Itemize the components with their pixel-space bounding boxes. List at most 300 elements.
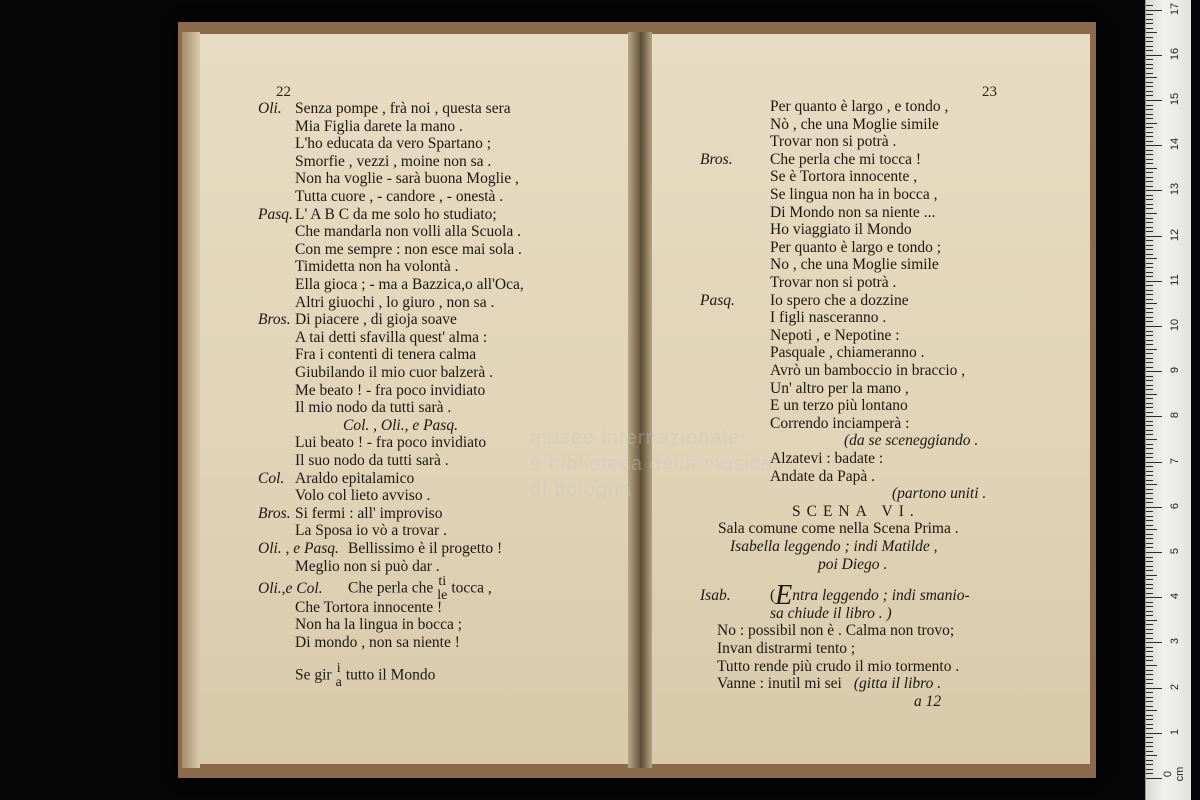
text-line [295, 616, 462, 634]
verse-text: Mia Figlia darete la mano . [295, 117, 463, 135]
ruler-number: 16 [1169, 47, 1181, 60]
verse-text: Nò , che una Moglie simile [770, 115, 939, 133]
ruler-tick [1146, 498, 1153, 499]
ruler-tick [1146, 367, 1153, 368]
ruler-tick [1146, 10, 1162, 11]
text-line [770, 274, 896, 292]
ruler-tick [1146, 511, 1153, 512]
ruler-tick [1146, 376, 1153, 377]
ruler-tick [1146, 579, 1153, 580]
ruler-tick [1146, 566, 1153, 567]
ruler-tick [1146, 403, 1153, 404]
ruler-tick [1146, 317, 1153, 318]
ruler-tick [1146, 484, 1157, 485]
library-watermark [530, 425, 773, 503]
ruler-tick [1146, 208, 1153, 209]
ruler-tick [1146, 154, 1153, 155]
ruler-tick [1146, 41, 1153, 42]
verse-text: Fra i contenti di tenera calma [295, 346, 477, 364]
verse-text: poi Diego . [818, 555, 888, 573]
verse-text: Io spero che a dozzine [770, 291, 909, 309]
verse-text: Alzatevi : badate : [770, 450, 884, 467]
ruler-tick [1146, 444, 1153, 445]
ruler-tick [1146, 760, 1153, 761]
ruler-tick [1146, 466, 1153, 467]
ruler-tick [1146, 204, 1153, 205]
verse-text: Trovar non si potrà . [770, 133, 897, 151]
text-line [770, 186, 937, 204]
stacked-variant: ti le [437, 574, 448, 604]
text-line [770, 605, 892, 623]
ruler-tick [1146, 430, 1153, 431]
ruler-tick [1146, 394, 1157, 395]
text-line [770, 256, 939, 274]
ruler-tick [1146, 557, 1153, 558]
ruler-unit-label: 0 cm [1162, 766, 1186, 782]
ruler-tick [1146, 50, 1153, 51]
ruler-tick [1146, 335, 1153, 336]
ruler-tick [1146, 629, 1153, 630]
ruler-tick [1146, 240, 1153, 241]
text-line [295, 364, 493, 382]
ruler-tick [1146, 23, 1153, 24]
text-line [295, 599, 442, 617]
ruler-tick [1146, 480, 1153, 481]
text-line [700, 292, 909, 310]
ruler-tick [1146, 715, 1153, 716]
verse-text: La Sposa io vò a trovar . [295, 522, 447, 540]
text-line [258, 470, 414, 488]
ruler-tick [1146, 746, 1153, 747]
ruler-tick [1146, 105, 1153, 106]
ruler-tick [1146, 362, 1153, 363]
text-line [770, 450, 883, 468]
verse-text: Bellissimo è il progetto ! [348, 540, 503, 557]
ruler-tick [1146, 141, 1153, 142]
speaker-label: Bros. [258, 311, 291, 329]
ruler-tick [1146, 358, 1153, 359]
ruler-tick [1146, 674, 1153, 675]
speaker-label: Bros. [258, 504, 291, 522]
text-line [295, 434, 486, 452]
text-line [770, 309, 886, 327]
ruler-tick [1146, 177, 1153, 178]
ruler-tick [1146, 520, 1153, 521]
verse-text: L'ho educata da vero Spartano ; [295, 135, 492, 153]
speaker-label: Oli. [258, 100, 282, 117]
ruler-tick [1146, 371, 1162, 372]
speaker-label: Isab. [700, 587, 731, 605]
ruler-tick [1146, 285, 1153, 286]
verse-text: I figli nasceranno . [770, 309, 887, 327]
ruler-tick [1146, 660, 1153, 661]
verse-text: Vanne : inutil mi sei [717, 675, 842, 693]
text-line [295, 118, 463, 136]
verse-text: a 12 [914, 692, 942, 710]
verse-text: A tai detti sfavilla quest' alma : [295, 328, 488, 346]
verse-text: ( [770, 587, 776, 605]
text-line [718, 520, 959, 538]
ruler-tick [1146, 150, 1153, 151]
verse-text: Il suo nodo da tutti sarà . [295, 452, 449, 469]
page-number-left: 22 [276, 84, 291, 100]
ruler-number: 4 [1169, 593, 1181, 600]
text-line [770, 98, 948, 116]
ruler-tick [1146, 764, 1153, 765]
text-line [295, 522, 447, 540]
ruler-tick [1146, 588, 1153, 589]
ruler-tick [1146, 168, 1157, 169]
text-line [770, 397, 908, 415]
text-line [700, 151, 921, 169]
ruler-tick [1146, 86, 1153, 87]
ruler-tick [1146, 82, 1153, 83]
verse-text: Di Mondo non sa niente ... [770, 203, 936, 221]
ruler-tick [1146, 263, 1153, 264]
ruler-tick [1146, 597, 1162, 598]
ruler-tick [1146, 303, 1157, 304]
ruler-tick [1146, 236, 1162, 237]
ruler-tick [1146, 471, 1153, 472]
ruler-tick [1146, 68, 1153, 69]
ruler-tick [1146, 525, 1153, 526]
ruler-tick [1146, 593, 1153, 594]
ruler-tick [1146, 728, 1153, 729]
ruler-tick [1146, 737, 1153, 738]
text-line [295, 223, 521, 241]
verse-text-continued: ntra leggendo ; indi smanio- [792, 587, 970, 605]
text-line [295, 452, 449, 470]
ruler-tick [1146, 606, 1153, 607]
ruler-tick [1146, 136, 1153, 137]
ruler-tick [1146, 326, 1162, 327]
ruler-tick [1146, 778, 1162, 779]
ruler-tick [1146, 290, 1153, 291]
ruler-number: 7 [1169, 457, 1181, 464]
text-line [258, 206, 497, 224]
ruler-tick [1146, 5, 1153, 6]
text-line [717, 640, 855, 658]
ruler-tick [1146, 118, 1153, 119]
verse-text: Con me sempre : non esce mai sola . [295, 240, 522, 258]
ruler-tick [1146, 186, 1153, 187]
text-line [770, 380, 909, 398]
ruler-tick [1146, 453, 1153, 454]
verse-text: Altri giuochi , lo giuro , non sa . [295, 293, 495, 311]
ruler-tick [1146, 321, 1153, 322]
ruler-tick [1146, 181, 1153, 182]
ruler-tick [1146, 439, 1157, 440]
verse-text-continued: (gitta il libro . [853, 675, 942, 693]
verse-text: Ho viaggiato il Mondo [770, 221, 912, 239]
text-line [700, 580, 970, 612]
verse-text: Araldo epitalamico [295, 469, 415, 487]
ruler-tick [1146, 159, 1153, 160]
ruler-number: 12 [1169, 228, 1181, 241]
text-line [770, 221, 912, 239]
verse-text: Che perla che [348, 579, 434, 597]
ruler-tick [1146, 769, 1153, 770]
verse-text: Meglio non si può dar . [295, 557, 440, 575]
ruler-tick [1146, 602, 1153, 603]
text-line [770, 116, 939, 134]
verse-text: Senza pompe , frà noi , questa sera [295, 100, 511, 117]
ruler-tick [1146, 615, 1153, 616]
verse-text-continued: tutto il Mondo [345, 666, 436, 684]
ruler-tick [1146, 28, 1153, 29]
ruler-tick [1146, 73, 1153, 74]
ruler-tick [1146, 172, 1153, 173]
ruler-tick [1146, 547, 1153, 548]
speaker-label: Col. [258, 469, 285, 487]
ruler-tick [1146, 14, 1153, 15]
verse-text: Volo col lieto avviso . [295, 487, 431, 505]
text-line [295, 329, 487, 347]
verse-text: (da se sceneggiando . [844, 432, 979, 450]
ruler-tick [1146, 222, 1153, 223]
ruler-tick [1146, 353, 1153, 354]
speaker-label: Oli. , e Pasq. [258, 540, 339, 557]
ruler-tick [1146, 611, 1153, 612]
speaker-label: Pasq. [700, 291, 735, 309]
verse-text: Tutto rende più crudo il mio tormento . [717, 657, 960, 675]
text-line [295, 258, 458, 276]
ruler-tick [1146, 448, 1153, 449]
text-line [914, 693, 941, 711]
verse-text: Di piacere , di gioja soave [295, 311, 457, 329]
book-cover-edge [182, 32, 200, 768]
text-line [295, 346, 476, 364]
verse-text: Il mio nodo da tutti sarà . [295, 399, 452, 417]
ruler-number: 3 [1169, 638, 1181, 645]
ruler-tick [1146, 710, 1157, 711]
ruler-tick [1146, 425, 1153, 426]
text-line [295, 241, 522, 259]
ruler-tick [1146, 312, 1153, 313]
text-line [295, 188, 503, 206]
verse-text: Pasquale , chiameranno . [770, 344, 925, 362]
ruler-tick [1146, 507, 1162, 508]
verse-text-continued: tocca , [451, 579, 492, 597]
ruler-tick [1146, 249, 1153, 250]
verse-text: Se gir [295, 666, 332, 684]
verse-text: Trovar non si potrà . [770, 274, 897, 291]
ruler-tick [1146, 389, 1153, 390]
ruler-tick [1146, 412, 1153, 413]
ruler-tick [1146, 95, 1153, 96]
ruler-tick [1146, 670, 1153, 671]
text-line [717, 658, 959, 676]
verse-text: Invan distrarmi tento ; [717, 640, 856, 657]
ruler-tick [1146, 267, 1153, 268]
text-line [770, 204, 935, 222]
ruler-number: 2 [1169, 683, 1181, 690]
ruler-tick [1146, 697, 1153, 698]
ruler-tick [1146, 127, 1153, 128]
ruler-tick [1146, 688, 1162, 689]
ruler-tick [1146, 331, 1153, 332]
verse-text: No , che una Moglie simile [770, 256, 939, 274]
ruler-tick [1146, 55, 1162, 56]
ruler-tick [1146, 475, 1153, 476]
ruler-tick [1146, 245, 1153, 246]
text-line [844, 432, 978, 450]
drop-letter: E [775, 580, 793, 612]
text-line [295, 153, 491, 171]
ruler-tick [1146, 755, 1157, 756]
book-gutter [628, 32, 652, 768]
text-line [258, 540, 502, 558]
ruler-tick [1146, 100, 1162, 101]
measuring-ruler [1145, 0, 1191, 800]
text-line [295, 662, 435, 690]
text-line [770, 344, 925, 362]
ruler-tick [1146, 502, 1153, 503]
ruler-tick [1146, 647, 1153, 648]
ruler-tick [1146, 543, 1153, 544]
text-line [295, 382, 485, 400]
stacked-variant: i a [335, 660, 342, 690]
ruler-tick [1146, 37, 1153, 38]
ruler-tick [1146, 706, 1153, 707]
ruler-tick [1146, 679, 1153, 680]
text-line [770, 133, 896, 151]
ruler-tick [1146, 552, 1162, 553]
ruler-tick [1146, 385, 1153, 386]
text-line [770, 415, 909, 433]
ruler-tick [1146, 529, 1157, 530]
ruler-tick [1146, 561, 1153, 562]
ruler-tick [1146, 213, 1157, 214]
ruler-tick [1146, 719, 1153, 720]
watermark-line: e biblioteca della musica [530, 453, 773, 475]
verse-text: Se lingua non ha in bocca , [770, 186, 938, 203]
ruler-tick [1146, 340, 1153, 341]
verse-text: Nepoti , e Nepotine : [770, 326, 900, 344]
verse-text: Che perla che mi tocca ! [770, 150, 922, 168]
text-line [892, 485, 986, 503]
ruler-tick [1146, 656, 1153, 657]
ruler-number: 1 [1169, 728, 1181, 735]
ruler-tick [1146, 231, 1153, 232]
text-line [792, 503, 920, 521]
text-line [770, 327, 900, 345]
ruler-tick [1146, 624, 1153, 625]
ruler-tick [1146, 380, 1153, 381]
verse-text: Per quanto è largo , e tondo , [770, 98, 949, 115]
verse-text: Per quanto è largo e tondo ; [770, 238, 942, 256]
text-line [770, 362, 965, 380]
verse-text: sa chiude il libro . ) [770, 604, 892, 622]
ruler-tick [1146, 421, 1153, 422]
verse-text: Lui beato ! - fra poco invidiato [295, 434, 487, 452]
verse-text: No : possibil non è . Calma non trovo; [717, 622, 955, 640]
text-line [295, 634, 460, 652]
verse-text: Giubilando il mio cuor balzerà . [295, 364, 493, 381]
verse-text: Ella gioca ; - ma a Bazzica,o all'Oca, [295, 276, 524, 293]
text-line [258, 100, 511, 118]
verse-text: Se è Tortora innocente , [770, 168, 918, 186]
ruler-tick [1146, 751, 1153, 752]
verse-text: Un' altro per la mano , [770, 379, 909, 397]
ruler-tick [1146, 199, 1153, 200]
ruler-tick [1146, 132, 1153, 133]
ruler-tick [1146, 683, 1153, 684]
ruler-tick [1146, 258, 1157, 259]
ruler-tick [1146, 701, 1153, 702]
ruler-tick [1146, 638, 1153, 639]
text-line [770, 168, 917, 186]
verse-text: Correndo inciamperà : [770, 414, 910, 432]
ruler-number: 15 [1169, 92, 1181, 106]
ruler-tick [1146, 489, 1153, 490]
ruler-tick [1146, 570, 1153, 571]
ruler-tick [1146, 227, 1153, 228]
ruler-tick [1146, 294, 1153, 295]
speaker-label: Oli.,e Col. [258, 579, 323, 597]
speaker-label: Bros. [700, 150, 733, 168]
ruler-tick [1146, 272, 1153, 273]
verse-text: Andate da Papà . [770, 467, 876, 485]
verse-text: Me beato ! - fra poco invidiato [295, 381, 486, 399]
ruler-tick [1146, 349, 1157, 350]
open-book [178, 22, 1096, 778]
ruler-tick [1146, 109, 1153, 110]
verse-text: Smorfie , vezzi , moine non sa . [295, 152, 492, 170]
ruler-number: 11 [1169, 274, 1181, 286]
text-line [770, 468, 875, 486]
verse-text: Di mondo , non sa niente ! [295, 634, 460, 651]
verse-text: SCENA VI. [792, 502, 920, 520]
verse-text: Sala comune come nella Scena Prima . [718, 520, 959, 538]
text-line [258, 505, 442, 523]
ruler-tick [1146, 19, 1153, 20]
text-line [258, 311, 457, 329]
ruler-tick [1146, 163, 1153, 164]
ruler-tick [1146, 651, 1153, 652]
ruler-tick [1146, 620, 1157, 621]
verse-text: (partono uniti . [892, 485, 987, 503]
ruler-tick [1146, 493, 1153, 494]
verse-text: Che Tortora innocente ! [295, 598, 443, 616]
ruler-tick [1146, 398, 1153, 399]
text-line [770, 239, 941, 257]
text-line [295, 135, 491, 153]
text-line [295, 294, 494, 312]
ruler-tick [1146, 145, 1162, 146]
watermark-line: di bologna [530, 479, 633, 501]
ruler-number: 14 [1169, 138, 1181, 151]
ruler-tick [1146, 114, 1153, 115]
ruler-tick [1146, 254, 1153, 255]
ruler-number: 5 [1169, 547, 1181, 555]
ruler-tick [1146, 299, 1153, 300]
verse-text: Avrò un bamboccio in braccio , [770, 362, 966, 379]
ruler-tick [1146, 218, 1153, 219]
verse-text: Col. , Oli., e Pasq. [343, 416, 458, 434]
verse-text: Timidetta non ha volontà . [295, 258, 459, 276]
ruler-tick [1146, 344, 1153, 345]
ruler-tick [1146, 457, 1153, 458]
ruler-tick [1146, 534, 1153, 535]
ruler-tick [1146, 733, 1162, 734]
verse-text: Che mandarla non volli alla Scuola . [295, 223, 521, 241]
text-line [730, 538, 938, 556]
ruler-tick [1146, 281, 1162, 282]
watermark-line: museo internazionale [530, 427, 741, 449]
left-page [200, 34, 628, 764]
ruler-tick [1146, 773, 1153, 774]
